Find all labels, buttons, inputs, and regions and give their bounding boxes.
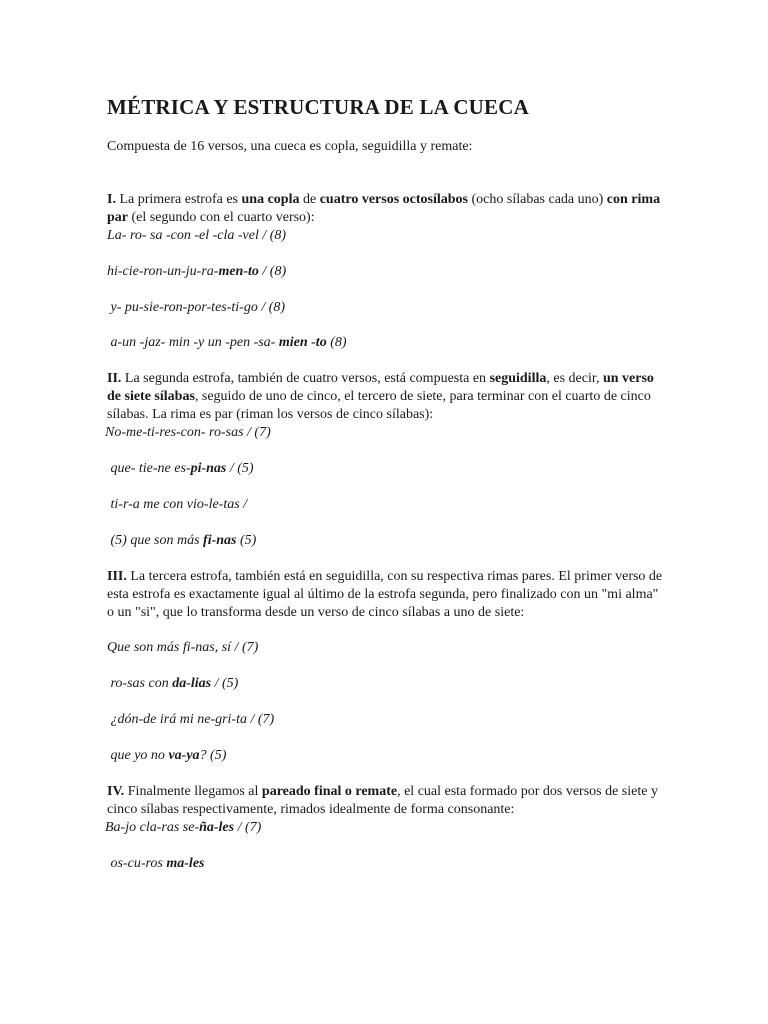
verse-line: Que son más fi-nas, sí / (7)	[107, 640, 259, 655]
verse-line: que- tie-ne es-pi-nas / (5)	[107, 461, 254, 476]
section-2-bold: un verso de siete sílabas	[107, 371, 654, 404]
section-2-bold: seguidilla	[489, 371, 547, 386]
section-1-number: I.	[107, 192, 116, 207]
section-1-paragraph	[107, 191, 663, 227]
section-1-bold: con rima par	[107, 192, 661, 225]
section-2-number: II.	[107, 371, 122, 386]
verse-line: a-un -jaz- min -y un -pen -sa- mien -to (8)	[107, 335, 347, 350]
verse-line: hi-cie-ron-un-ju-ra-men-to / (8)	[107, 264, 287, 279]
section-4-text: , el cual esta formado por dos versos de siete y cinco sílabas respectivamente, rimados idealmente de forma consonante:	[107, 784, 658, 817]
section-4-bold: pareado final o remate	[261, 784, 398, 799]
verse-line: La- ro- sa -con -el -cla -vel / (8)	[107, 228, 287, 243]
section-4-paragraph	[107, 783, 663, 819]
page-title: MÉTRICA Y ESTRUCTURA DE LA CUECA	[107, 95, 529, 119]
verse-line: y- pu-sie-ron-por-tes-ti-go / (8)	[107, 300, 286, 315]
section-3-paragraph	[107, 568, 663, 622]
intro-text: Compuesta de 16 versos, una cueca es copla, seguidilla y remate:	[107, 139, 473, 154]
verse-line: No-me-ti-res-con- ro-sas / (7)	[105, 425, 271, 440]
section-2-text: La segunda estrofa, también de cuatro versos, está compuesta en	[121, 371, 490, 386]
verse-line: os-cu-ros ma-les	[107, 856, 205, 871]
section-1-text: (el segundo con el cuarto verso):	[128, 210, 315, 225]
section-3-text: La tercera estrofa, también está en seguidilla, con su respectiva rimas pares. El primer verso de esta estrofa es exactamente igual al último de la estrofa segunda, pero finalizado con un "mi alma" o un "si", que lo transforma desde un verso de cinco sílabas a uno de siete:	[107, 569, 663, 620]
verse-line: (5) que son más fi-nas (5)	[107, 533, 257, 548]
section-4-number: IV.	[107, 784, 125, 799]
verse-line: ro-sas con da-lias / (5)	[107, 676, 239, 691]
verse-line: ¿dón-de irá mi ne-gri-ta / (7)	[107, 712, 275, 727]
section-3-number: III.	[107, 569, 127, 584]
section-2-paragraph	[107, 370, 663, 424]
verse-line: Ba-jo cla-ras se-ña-les / (7)	[105, 820, 262, 835]
section-1-text: La primera estrofa es	[115, 192, 242, 207]
section-1-bold: una copla	[241, 192, 300, 207]
section-1-bold: cuatro versos octosílabos	[319, 192, 468, 207]
verse-line: ti-r-a me con vio-le-tas /	[107, 497, 248, 512]
section-1-text: de	[299, 192, 320, 207]
verse-line: que yo no va-ya? (5)	[107, 748, 227, 763]
section-2-text: , es decir,	[546, 371, 603, 386]
section-1-text: (ocho sílabas cada uno)	[468, 192, 607, 207]
section-2-text: , seguido de uno de cinco, el tercero de siete, para terminar con el cuarto de cinco sílabas. La rima es par (riman los versos de cinco sílabas):	[107, 389, 651, 422]
section-4-text: Finalmente llegamos al	[124, 784, 262, 799]
